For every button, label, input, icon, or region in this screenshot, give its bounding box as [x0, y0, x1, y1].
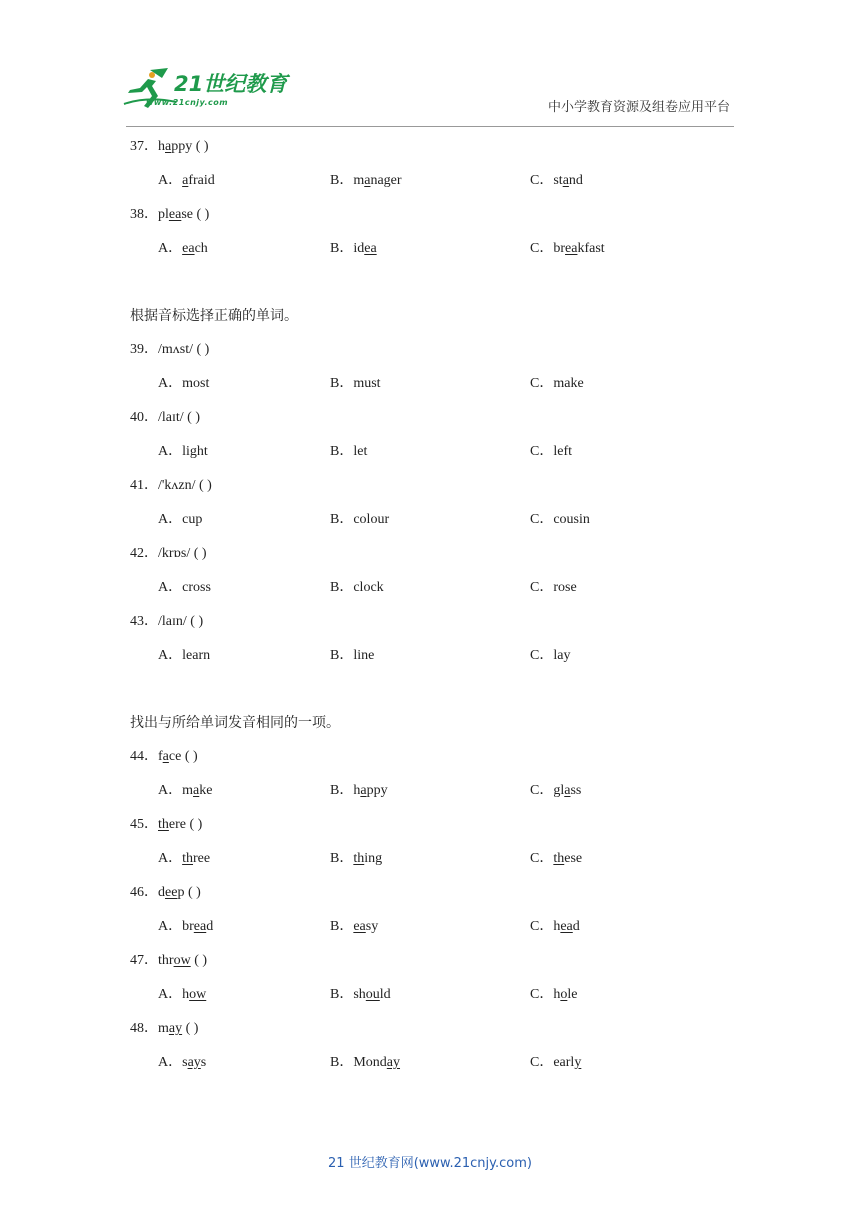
phonetic-symbol: /mʌst/: [158, 342, 194, 357]
option-letter: B．: [330, 173, 354, 188]
word-part: ch: [194, 241, 208, 256]
answer-blank[interactable]: ( ): [193, 207, 210, 222]
word-part: kfast: [577, 241, 605, 256]
option-c[interactable]: [530, 848, 582, 870]
question-row: [130, 407, 740, 441]
question-number: 42．: [130, 546, 158, 561]
option-letter: C．: [530, 919, 554, 934]
option-letter: A．: [158, 444, 183, 459]
option-b[interactable]: [330, 848, 382, 870]
question-row: [130, 1018, 740, 1052]
answer-blank[interactable]: ( ): [185, 817, 203, 832]
option-word: cross: [182, 580, 211, 595]
option-letter: C．: [530, 783, 554, 798]
question-number: 45．: [130, 817, 158, 832]
option-a[interactable]: [158, 780, 212, 802]
option-word: line: [353, 648, 375, 663]
answer-blank[interactable]: ( ): [190, 546, 207, 561]
option-b[interactable]: [330, 577, 384, 599]
option-word: left: [553, 444, 572, 459]
option-letter: A．: [158, 376, 183, 391]
word-underlined-part: ow: [189, 987, 207, 1002]
word-underlined-part: a: [564, 783, 571, 798]
option-b[interactable]: [330, 984, 391, 1006]
word-underlined-part: ou: [365, 987, 380, 1002]
option-letter: A．: [158, 241, 183, 256]
option-a[interactable]: [158, 645, 210, 667]
options-row: [130, 170, 740, 204]
option-a[interactable]: [158, 984, 206, 1006]
question-row: [130, 339, 740, 373]
option-c[interactable]: [530, 916, 580, 938]
option-letter: A．: [158, 987, 183, 1002]
question-row: [130, 950, 740, 984]
option-a[interactable]: [158, 1052, 206, 1074]
logo: [122, 66, 292, 116]
option-b[interactable]: [330, 170, 402, 192]
options-row: [130, 848, 740, 882]
section-title-phonetics: 根据音标选择正确的单词。: [130, 308, 298, 324]
option-letter: C．: [530, 851, 554, 866]
option-word: cousin: [553, 512, 590, 527]
group-phonetics: [130, 339, 740, 679]
option-letter: C．: [530, 512, 554, 527]
option-letter: C．: [530, 444, 554, 459]
question-number: 43．: [130, 614, 158, 629]
option-letter: A．: [158, 512, 183, 527]
option-letter: C．: [530, 987, 554, 1002]
word-part: nager: [370, 173, 402, 188]
question-row: [130, 543, 740, 577]
option-word: colour: [353, 512, 390, 527]
answer-blank[interactable]: ( ): [192, 139, 209, 154]
phonetic-symbol: /laɪn/: [158, 614, 187, 629]
option-b[interactable]: [330, 441, 367, 463]
phonetic-symbol: /'kʌzn/: [158, 478, 196, 493]
option-a[interactable]: [158, 373, 209, 395]
answer-blank[interactable]: ( ): [190, 953, 208, 968]
word-part: ree: [193, 851, 211, 866]
word-part: h: [182, 987, 190, 1002]
question-text: [130, 339, 209, 361]
question-row: [130, 136, 740, 170]
word-part: le: [567, 987, 578, 1002]
options-row: [130, 984, 740, 1018]
options-row: [130, 780, 740, 814]
word-underlined-part: y: [574, 1055, 582, 1070]
word-underlined-part: a: [360, 783, 367, 798]
word-underlined-part: ea: [565, 241, 578, 256]
option-b[interactable]: [330, 1052, 400, 1074]
option-b[interactable]: [330, 238, 377, 260]
group-underlined-1: [130, 136, 740, 272]
word-underlined-part: ee: [165, 885, 178, 900]
options-row: [130, 1052, 740, 1086]
option-word: light: [182, 444, 208, 459]
word-part: earl: [553, 1055, 575, 1070]
word-underlined-part: th: [553, 851, 565, 866]
question-text: [130, 475, 212, 497]
option-c[interactable]: [530, 645, 570, 667]
word-part: ke: [199, 783, 213, 798]
word-underlined-part: ea: [168, 207, 182, 222]
option-letter: C．: [530, 376, 554, 391]
word-underlined-part: a: [193, 783, 200, 798]
option-letter: B．: [330, 851, 354, 866]
option-a[interactable]: [158, 238, 208, 260]
word-part: d: [572, 919, 580, 934]
question-text: [130, 136, 209, 158]
word-underlined-part: a: [562, 173, 569, 188]
question-number: 47．: [130, 953, 158, 968]
question-number: 44．: [130, 749, 158, 764]
word-underlined-part: a: [182, 173, 189, 188]
option-letter: C．: [530, 580, 554, 595]
option-b[interactable]: [330, 373, 381, 395]
options-row: [130, 645, 740, 679]
word-part: h: [553, 919, 561, 934]
option-letter: B．: [330, 648, 354, 663]
question-text: [130, 950, 207, 972]
word-part: id: [353, 241, 365, 256]
question-text: [130, 882, 201, 904]
word-underlined-part: o: [560, 987, 568, 1002]
logo-subtext: www.21cnjy.com: [146, 98, 229, 107]
option-c[interactable]: [530, 509, 590, 531]
question-row: [130, 204, 740, 238]
word-underlined-part: ea: [353, 919, 366, 934]
question-number: 39．: [130, 342, 158, 357]
option-c[interactable]: [530, 1052, 581, 1074]
option-a[interactable]: [158, 848, 210, 870]
word-part: s: [182, 1055, 188, 1070]
question-number: 40．: [130, 410, 158, 425]
word-part: ing: [364, 851, 383, 866]
question-row: [130, 611, 740, 645]
word-part: sy: [365, 919, 379, 934]
option-c[interactable]: [530, 577, 577, 599]
options-row: [130, 577, 740, 611]
option-a[interactable]: [158, 170, 215, 192]
option-letter: C．: [530, 648, 554, 663]
question-text: [130, 611, 203, 633]
option-c[interactable]: [530, 170, 583, 192]
word-part: gl: [553, 783, 565, 798]
word-underlined-part: ay: [168, 1021, 183, 1036]
answer-blank[interactable]: ( ): [193, 342, 210, 357]
option-word: make: [553, 376, 584, 391]
word-part: f: [158, 749, 163, 764]
question-row: [130, 746, 740, 780]
option-letter: B．: [330, 241, 354, 256]
word-part: ere: [168, 817, 186, 832]
options-row: [130, 373, 740, 407]
option-word: most: [182, 376, 210, 391]
group-underlined-2: [130, 746, 740, 1086]
word-part: m: [353, 173, 365, 188]
word-part: d: [158, 885, 165, 900]
option-c[interactable]: [530, 373, 584, 395]
word-underlined-part: a: [162, 749, 169, 764]
word-part: nd: [568, 173, 583, 188]
word-underlined-part: th: [158, 817, 169, 832]
option-word: cup: [182, 512, 203, 527]
option-b[interactable]: [330, 916, 378, 938]
question-number: 41．: [130, 478, 158, 493]
option-a[interactable]: [158, 916, 213, 938]
option-letter: B．: [330, 919, 354, 934]
option-letter: B．: [330, 987, 354, 1002]
word-underlined-part: ea: [193, 919, 207, 934]
word-underlined-part: a: [364, 173, 371, 188]
word-underlined-part: th: [182, 851, 194, 866]
word-underlined-part: ay: [386, 1055, 401, 1070]
word-underlined-part: th: [353, 851, 365, 866]
question-row: [130, 882, 740, 916]
header-divider: [126, 126, 734, 127]
option-letter: A．: [158, 851, 183, 866]
word-part: Mond: [353, 1055, 387, 1070]
question-row: [130, 814, 740, 848]
option-letter: B．: [330, 1055, 354, 1070]
options-row: [130, 238, 740, 272]
option-letter: A．: [158, 1055, 183, 1070]
option-letter: B．: [330, 512, 354, 527]
word-part: m: [182, 783, 194, 798]
option-word: let: [353, 444, 368, 459]
question-list: [130, 136, 740, 1086]
question-row: [130, 475, 740, 509]
option-word: rose: [553, 580, 577, 595]
page-header: [0, 0, 860, 126]
word-underlined-part: ea: [560, 919, 573, 934]
word-part: d: [206, 919, 214, 934]
option-word: lay: [553, 648, 571, 663]
question-number: 46．: [130, 885, 158, 900]
answer-blank[interactable]: ( ): [184, 885, 201, 900]
phonetic-symbol: /laɪt/: [158, 410, 184, 425]
word-part: h: [553, 987, 561, 1002]
option-c[interactable]: [530, 780, 581, 802]
word-part: ppy: [171, 139, 193, 154]
answer-blank[interactable]: ( ): [186, 614, 204, 629]
question-text: [130, 1018, 198, 1040]
word-underlined-part: ay: [187, 1055, 201, 1070]
word-part: se: [181, 207, 193, 222]
footer-text: 21 世纪教育网(www.21cnjy.com): [328, 1156, 532, 1171]
word-part: h: [353, 783, 361, 798]
options-row: [130, 916, 740, 950]
option-c[interactable]: [530, 984, 577, 1006]
option-b[interactable]: [330, 780, 388, 802]
word-part: ss: [570, 783, 582, 798]
question-number: 38．: [130, 207, 158, 222]
option-c[interactable]: [530, 238, 605, 260]
word-part: ese: [564, 851, 583, 866]
question-text: [130, 407, 200, 429]
logo-text: 21世纪教育: [174, 72, 288, 96]
word-part: m: [158, 1021, 169, 1036]
question-text: [130, 746, 198, 768]
section-title-pronunciation: 找出与所给单词发音相同的一项。: [130, 715, 340, 731]
word-part: ce: [168, 749, 182, 764]
option-a[interactable]: [158, 441, 208, 463]
question-number: 37．: [130, 139, 158, 154]
word-part: h: [158, 139, 165, 154]
option-b[interactable]: [330, 509, 389, 531]
options-row: [130, 509, 740, 543]
option-word: learn: [182, 648, 211, 663]
option-letter: B．: [330, 783, 354, 798]
word-underlined-part: a: [165, 139, 172, 154]
word-part: p: [177, 885, 185, 900]
option-letter: B．: [330, 444, 354, 459]
answer-blank[interactable]: ( ): [181, 749, 198, 764]
word-part: sh: [353, 987, 366, 1002]
word-part: st: [553, 173, 563, 188]
option-letter: B．: [330, 376, 354, 391]
word-underlined-part: ea: [364, 241, 377, 256]
option-a[interactable]: [158, 509, 202, 531]
word-part: br: [182, 919, 194, 934]
word-underlined-part: ea: [182, 241, 195, 256]
answer-blank[interactable]: ( ): [182, 1021, 199, 1036]
question-text: [130, 543, 207, 565]
phonetic-symbol: /krɒs/: [158, 546, 191, 561]
answer-blank[interactable]: ( ): [183, 410, 200, 425]
question-text: [130, 814, 202, 836]
option-word: must: [353, 376, 381, 391]
option-letter: A．: [158, 173, 183, 188]
word-part: thr: [158, 953, 174, 968]
answer-blank[interactable]: ( ): [195, 478, 212, 493]
option-a[interactable]: [158, 577, 211, 599]
word-part: br: [553, 241, 566, 256]
question-number: 48．: [130, 1021, 158, 1036]
word-underlined-part: ow: [173, 953, 191, 968]
option-letter: A．: [158, 580, 183, 595]
option-letter: C．: [530, 1055, 554, 1070]
option-c[interactable]: [530, 441, 572, 463]
option-letter: C．: [530, 241, 554, 256]
option-letter: B．: [330, 580, 354, 595]
word-part: ld: [379, 987, 391, 1002]
word-part: s: [200, 1055, 207, 1070]
platform-text: 中小学教育资源及组卷应用平台: [547, 100, 730, 115]
option-letter: C．: [530, 173, 554, 188]
options-row: [130, 441, 740, 475]
option-letter: A．: [158, 783, 183, 798]
question-text: [130, 204, 209, 226]
option-letter: A．: [158, 648, 183, 663]
option-letter: A．: [158, 919, 183, 934]
word-part: fraid: [188, 173, 215, 188]
option-b[interactable]: [330, 645, 374, 667]
option-word: clock: [353, 580, 384, 595]
word-part: ppy: [366, 783, 388, 798]
word-part: pl: [158, 207, 169, 222]
